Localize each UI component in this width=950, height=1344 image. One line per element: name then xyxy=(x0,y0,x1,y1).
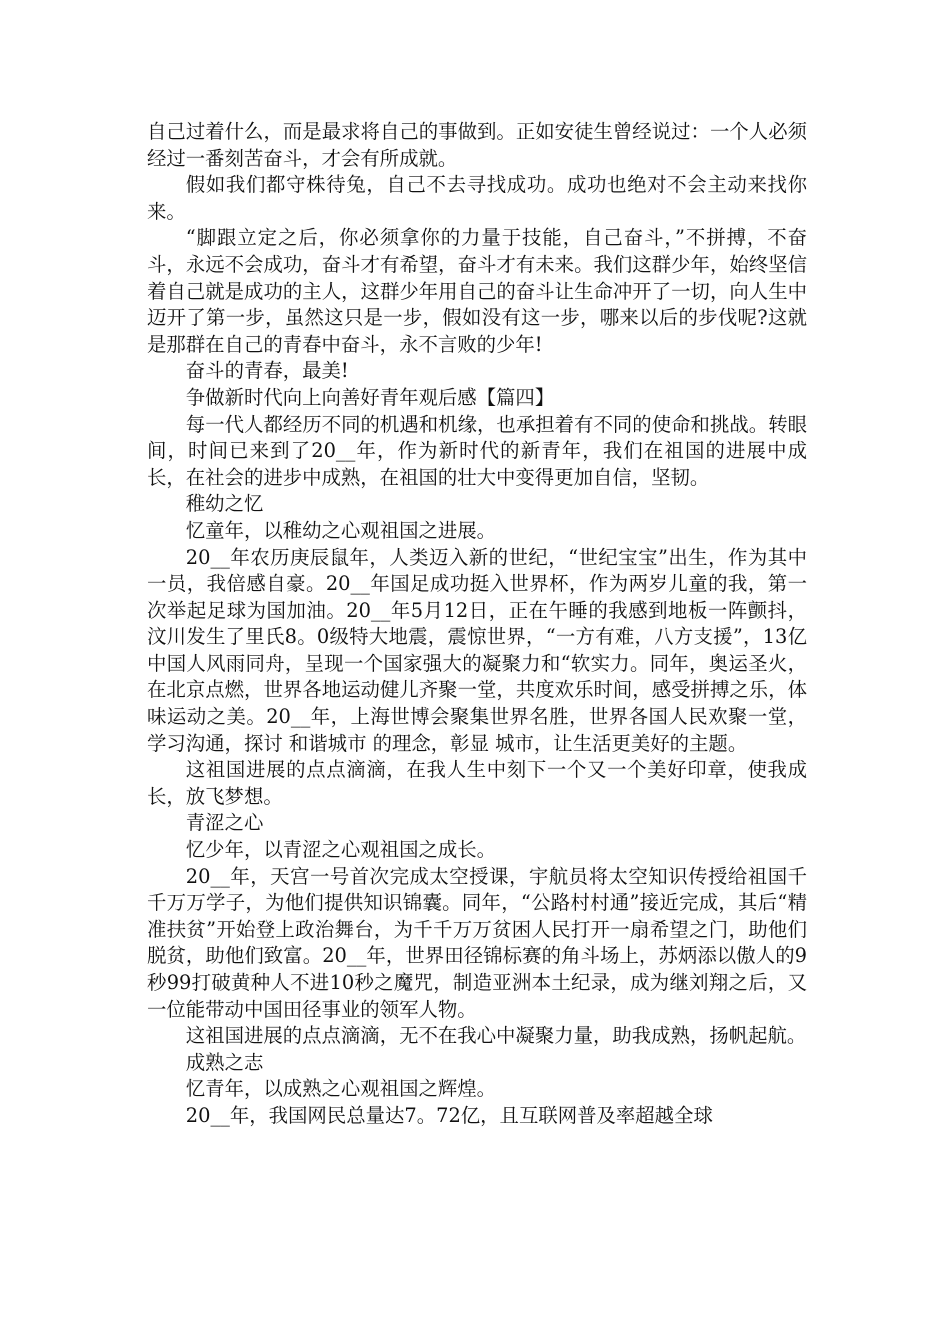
paragraph-body: 这祖国进展的点点滴滴，无不在我心中凝聚力量，助我成熟，扬帆起航。 xyxy=(185,1024,807,1048)
paragraph-body: 每一代人都经历不同的机遇和机缘，也承担着有不同的使命和挑战。转眼间，时间已来到了20__年，作为新时代的新青年，我们在祖国的进展中成长，在社会的进步中成熟，在祖国的壮大中变得更加自信，坚韧。 xyxy=(147,412,807,489)
document-page xyxy=(147,119,807,1130)
paragraph-body: 忆青年，以成熟之心观祖国之辉煌。 xyxy=(185,1077,497,1101)
paragraph-body: 自己过着什么，而是最求将自己的事做到。正如安徒生曾经说过：一个人必须经过一番刻苦奋斗，才会有所成就。 xyxy=(147,120,807,170)
subsection-heading: 成熟之志 xyxy=(185,1050,264,1074)
section-heading: 争做新时代向上向善好青年观后感【篇四】 xyxy=(185,385,555,409)
paragraph-body: 忆少年，以青涩之心观祖国之成长。 xyxy=(185,838,497,862)
paragraph-body: 奋斗的青春，最美! xyxy=(185,359,349,383)
paragraph-body: “脚跟立定之后，你必须拿你的力量于技能，自己奋斗，”不拼搏，不奋斗，永远不会成功，奋斗才有希望，奋斗才有未来。我们这群少年，始终坚信着自己就是成功的主人，这群少年用自己的奋斗让生命冲开了一切，向人生中迈开了第一步，虽然这只是一步，假如没有这一步，哪来以后的步伐呢?这就是那群在自己的青春中奋斗，永不言败的少年! xyxy=(147,226,807,356)
paragraph-body: 这祖国进展的点点滴滴，在我人生中刻下一个又一个美好印章，使我成长，放飞梦想。 xyxy=(147,758,807,808)
paragraph-body: 20__年，天宫一号首次完成太空授课，宇航员将太空知识传授给祖国千千万万学子，为他们提供知识锦囊。同年，“公路村村通”接近完成，其后“精准扶贫”开始登上政治舞台，为千千万万贫困人民打开一扇希望之门，助他们脱贫，助他们致富。20__年，世界田径锦标赛的角斗场上，苏炳添以傲人的9秒99打破黄种人不进10秒之魔咒，制造亚洲本土纪录，成为继刘翔之后，又一位能带动中国田径事业的领军人物。 xyxy=(147,864,807,1021)
paragraph-body: 假如我们都守株待兔，自己不去寻找成功。成功也绝对不会主动来找你来。 xyxy=(147,173,807,223)
paragraph-body: 20__年农历庚辰鼠年，人类迈入新的世纪，“世纪宝宝”出生，作为其中一员，我倍感自豪。20__年国足成功挺入世界杯，作为两岁儿童的我，第一次举起足球为国加油。20__年5月12日，正在午睡的我感到地板一阵颤抖，汶川发生了里氏8。0级特大地震，震惊世界，“一方有难，八方支援”，13亿中国人风雨同舟，呈现一个国家强大的凝聚力和“软实力。同年，奥运圣火，在北京点燃，世界各地运动健儿齐聚一堂，共度欢乐时间，感受拼搏之乐，体味运动之美。20__年，上海世博会聚集世界名胜，世界各国人民欢聚一堂，学习沟通，探讨 和谐城市 的理念，彰显 城市，让生活更美好的主题。 xyxy=(147,545,807,755)
paragraph-body: 忆童年，以稚幼之心观祖国之进展。 xyxy=(185,518,497,542)
subsection-heading: 青涩之心 xyxy=(185,811,264,835)
subsection-heading: 稚幼之忆 xyxy=(185,492,264,516)
paragraph-body: 20__年，我国网民总量达7。72亿，且互联网普及率超越全球 xyxy=(185,1103,713,1127)
